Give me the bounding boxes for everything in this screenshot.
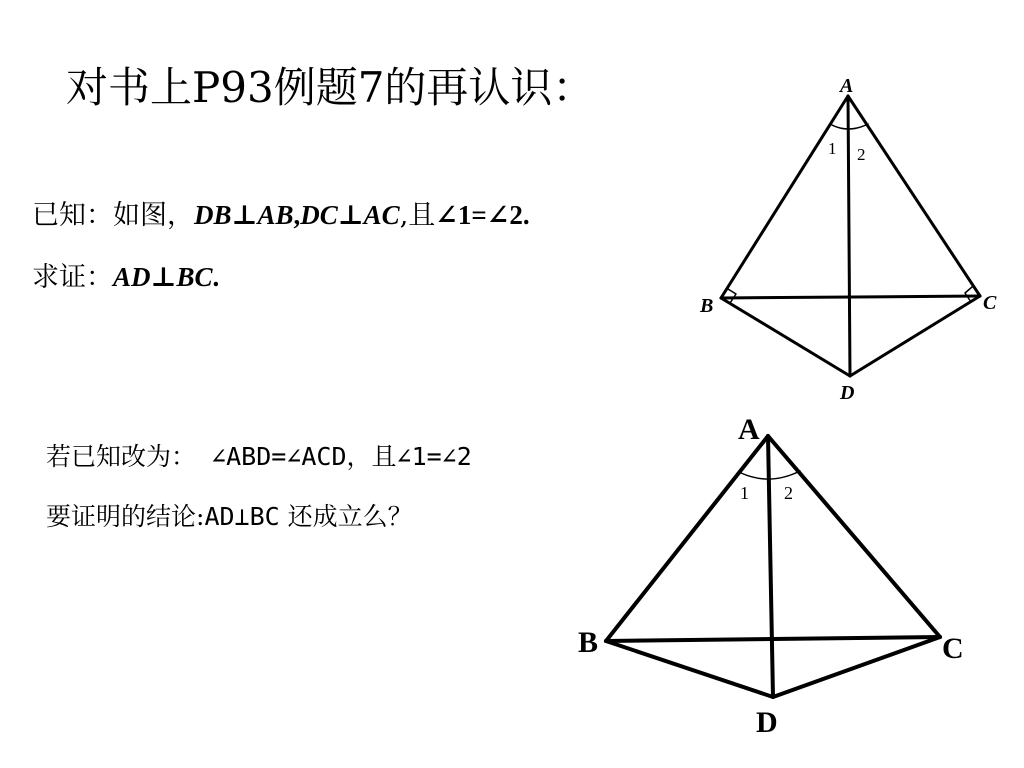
variant-question-expr: AD⊥BC: [204, 502, 280, 531]
segment-ab-top: [721, 96, 848, 298]
segment-bd-top: [721, 298, 850, 376]
label-a-bottom: A: [738, 413, 760, 446]
label-d-top: D: [840, 382, 855, 404]
label-b-bottom: B: [578, 626, 599, 659]
segment-cd-top: [850, 296, 980, 376]
segment-ad-top: [848, 96, 850, 376]
right-angle-mark-b: [728, 289, 736, 303]
diagram-bottom: [606, 436, 940, 697]
perp-symbol-3: ⊥: [150, 262, 177, 292]
variant-prefix: 若已知改为：: [46, 442, 197, 471]
segment-ac-bottom: [768, 436, 940, 637]
prove-segment-bc: BC: [176, 262, 213, 292]
perp-symbol-2: ⊥: [337, 200, 364, 230]
label-a-top: A: [840, 75, 854, 97]
segment-ac-top: [848, 96, 980, 296]
given-segment-dc: DC: [300, 200, 338, 230]
segment-ab-bottom: [606, 436, 768, 641]
prove-segment-ad: AD: [113, 262, 151, 292]
slide-title: 对书上P93例题7的再认识：: [66, 63, 595, 112]
prove-period: .: [212, 262, 220, 292]
variant-expression: ∠ABD=∠ACD，且∠1=∠2: [196, 442, 472, 471]
angle-2-bottom: 2: [784, 483, 793, 503]
given-comma: ,: [293, 200, 301, 230]
prove-prefix: 求证：: [32, 262, 113, 293]
given-prefix: 已知：如图，: [32, 200, 194, 231]
diagram-top: [721, 96, 980, 376]
label-c-top: C: [983, 292, 997, 314]
label-b-top: B: [700, 295, 714, 317]
angle-1-top: 1: [828, 139, 837, 158]
right-angle-mark-c: [965, 287, 972, 302]
given-segment-db: DB: [194, 200, 232, 230]
given-angle-equality: ∠1=∠2.: [435, 200, 530, 230]
variant-question-prefix: 要证明的结论:: [46, 502, 205, 531]
angle-1-bottom: 1: [740, 483, 749, 503]
segment-cd-bottom: [773, 637, 940, 697]
given-segment-ac: AC: [363, 200, 400, 230]
angle-2-top: 2: [857, 145, 866, 164]
given-segment-ab: AB: [257, 200, 294, 230]
label-d-bottom: D: [756, 706, 778, 739]
label-c-bottom: C: [942, 632, 964, 665]
segment-ad-bottom: [768, 436, 773, 697]
segment-bd-bottom: [606, 641, 773, 697]
perp-symbol-1: ⊥: [231, 200, 258, 230]
given-and: ,且: [399, 200, 436, 231]
variant-question-suffix: 还成立么？: [279, 502, 413, 531]
